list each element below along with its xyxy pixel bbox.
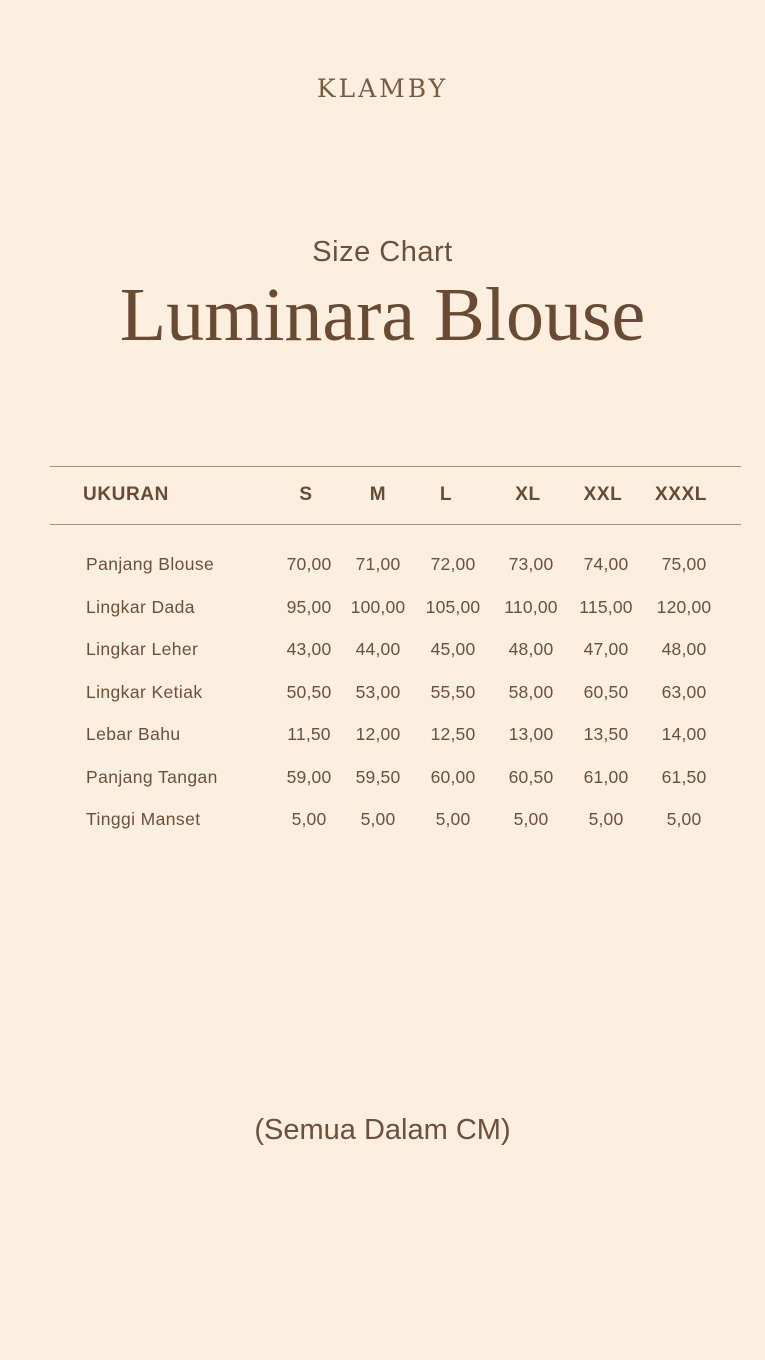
table-cell: 5,00	[360, 809, 396, 829]
table-cell: 50,50	[286, 681, 332, 702]
row-label: Lingkar Dada	[86, 596, 195, 617]
table-cell: 105,00	[425, 596, 481, 617]
table-cell: 73,00	[508, 554, 554, 574]
brand-logo: KLAMBY	[316, 74, 449, 103]
table-cell: 11,50	[287, 724, 331, 744]
row-label: Lingkar Leher	[86, 639, 199, 659]
header-ukuran: UKURAN	[83, 484, 169, 505]
table-cell: 48,00	[661, 639, 707, 659]
table-cell: 60,50	[508, 766, 554, 787]
table-cell: 47,00	[583, 639, 629, 659]
header-size-xxxl: XXXL	[654, 484, 708, 505]
table-cell: 12,00	[355, 724, 401, 744]
table-cell: 71,00	[355, 554, 401, 574]
header-size-s: S	[299, 484, 313, 505]
row-label: Lebar Bahu	[86, 724, 181, 744]
page-subtitle: Size Chart	[312, 236, 453, 268]
table-cell: 60,50	[583, 681, 629, 702]
table-cell: 110,00	[504, 596, 558, 617]
header-size-l: L	[439, 484, 453, 505]
table-cell: 61,00	[583, 766, 629, 787]
table-cell: 5,00	[435, 809, 471, 829]
row-label: Panjang Tangan	[86, 766, 218, 787]
table-cell: 12,50	[430, 724, 476, 744]
table-header-divider	[50, 524, 741, 525]
table-cell: 45,00	[430, 639, 476, 659]
table-cell: 13,00	[508, 724, 554, 744]
table-cell: 74,00	[583, 554, 629, 574]
table-cell: 95,00	[286, 596, 332, 617]
table-cell: 61,50	[661, 766, 707, 787]
table-cell: 44,00	[355, 639, 401, 659]
table-cell: 5,00	[291, 809, 327, 829]
table-cell: 14,00	[661, 724, 707, 744]
table-cell: 43,00	[286, 639, 332, 659]
row-label: Tinggi Manset	[86, 809, 201, 829]
table-cell: 120,00	[656, 596, 712, 617]
table-cell: 100,00	[350, 596, 406, 617]
row-label: Lingkar Ketiak	[86, 681, 203, 702]
table-cell: 72,00	[430, 554, 476, 574]
header-size-xxl: XXL	[583, 484, 623, 505]
table-cell: 58,00	[508, 681, 554, 702]
table-cell: 5,00	[666, 809, 702, 829]
row-label: Panjang Blouse	[86, 554, 215, 574]
header-size-xl: XL	[515, 484, 541, 505]
table-cell: 59,00	[286, 766, 332, 787]
table-cell: 13,50	[583, 724, 629, 744]
table-cell: 70,00	[286, 554, 332, 574]
table-top-divider	[50, 466, 741, 467]
table-cell: 5,00	[513, 809, 549, 829]
page-title: Luminara Blouse	[119, 273, 646, 357]
table-cell: 48,00	[508, 639, 554, 659]
table-cell: 55,50	[430, 681, 476, 702]
table-cell: 75,00	[661, 554, 707, 574]
unit-note: (Semua Dalam CM)	[254, 1114, 511, 1146]
table-cell: 5,00	[588, 809, 624, 829]
table-cell: 60,00	[430, 766, 476, 787]
table-cell: 115,00	[579, 596, 633, 617]
header-size-m: M	[369, 484, 387, 505]
table-cell: 53,00	[355, 681, 401, 702]
table-cell: 63,00	[661, 681, 707, 702]
table-cell: 59,50	[355, 766, 401, 787]
